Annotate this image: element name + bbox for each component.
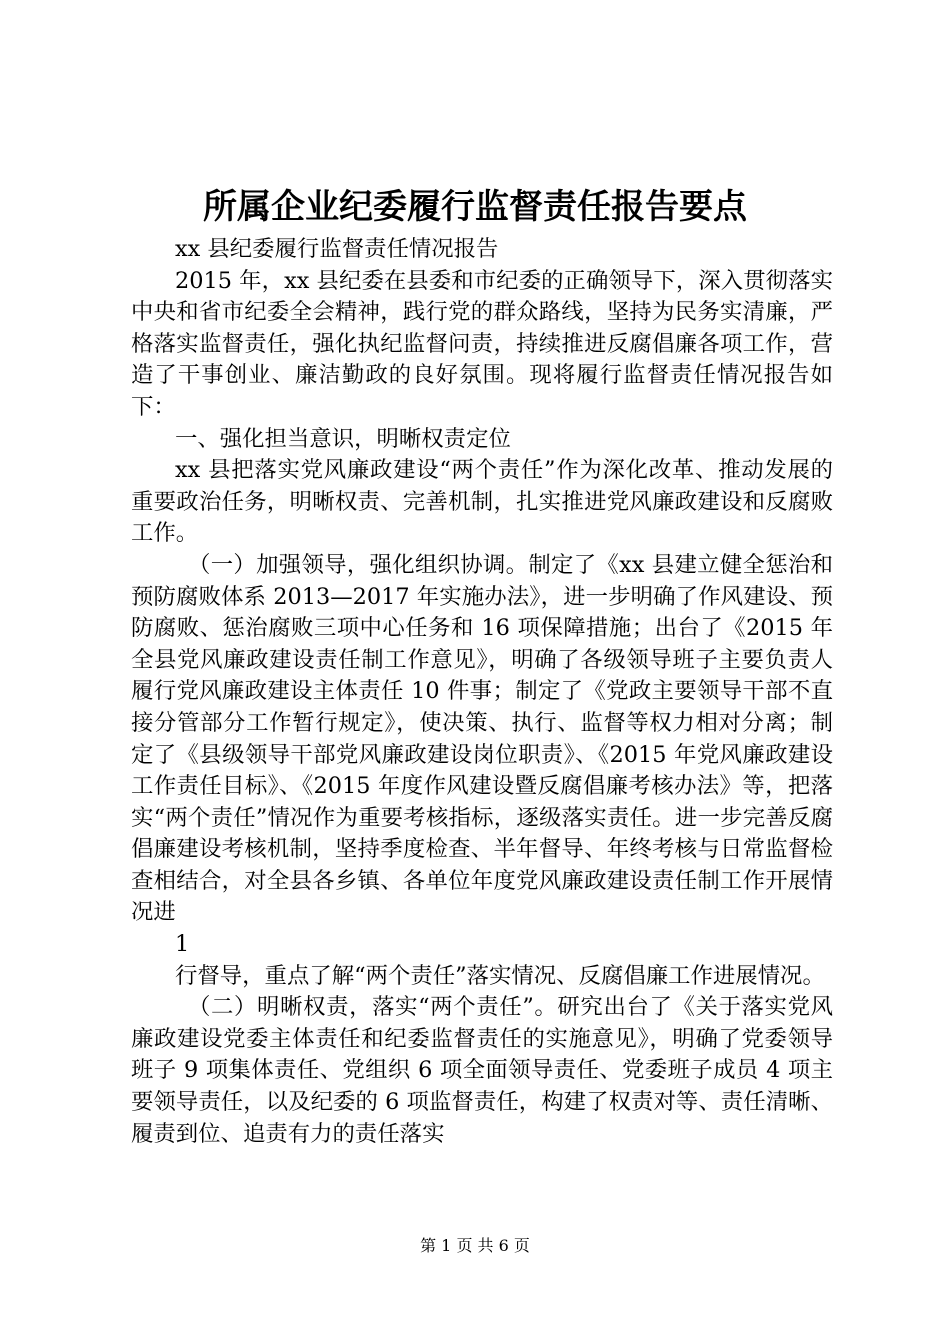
paragraph: （二）明晰权责，落实“两个责任”。研究出台了《关于落实党风廉政建设党委主体责任和纪委监督责任的实施意见》，明确了党委领导班子 9 项集体责任、党组织 6 项全面领导责任、党委班子成员 4 项主要领导责任，以及纪委的 6 项监督责任，构建了权责对等、责任清晰、履责到位、追责有力的责任落实 [131,994,833,1147]
paragraph: xx 县把落实党风廉政建设“两个责任”作为深化改革、推动发展的重要政治任务，明晰权责、完善机制，扎实推进党风廉政建设和反腐败工作。 [131,457,833,547]
section-heading: 一、强化担当意识，明晰权责定位 [175,425,511,452]
document-title: 所属企业纪委履行监督责任报告要点 [203,187,747,227]
page-footer: 第 1 页 共 6 页 [420,1236,530,1255]
document-body [131,234,833,1150]
paragraph: 行督导，重点了解“两个责任”落实情况、反腐倡廉工作进展情况。 [175,962,825,989]
paragraph: 2015 年，xx 县纪委在县委和市纪委的正确领导下，深入贯彻落实中央和省市纪委全会精神，践行党的群众路线，坚持为民务实清廉，严格落实监督责任，强化执纪监督问责，持续推进反腐倡廉各项工作，营造了干事创业、廉洁勤政的良好氛围。现将履行监督责任情况报告如下： [131,267,833,420]
paragraph: （一）加强领导，强化组织协调。制定了《xx 县建立健全惩治和预防腐败体系 2013—2017 年实施办法》，进一步明确了作风建设、预防腐败、惩治腐败三项中心任务和 16 项保障措施；出台了《2015 年全县党风廉政建设责任制工作意见》，明确了各级领导班子主要负责人履行党风廉政建设主体责任 10 件事；制定了《党政主要领导干部不直接分管部分工作暂行规定》，使决策、执行、监督等权力相对分离；制定了《县级领导干部党风廉政建设岗位职责》、《2015 年党风廉政建设工作责任目标》、《2015 年度作风建设暨反腐倡廉考核办法》等，把落实“两个责任”情况作为重要考核指标，逐级落实责任。进一步完善反腐倡廉建设考核机制，坚持季度检查、半年督导、年终考核与日常监督检查相结合，对全县各乡镇、各单位年度党风廉政建设责任制工作开展情况进 [131,551,833,926]
inline-page-number: 1 [175,931,190,958]
paragraph: xx 县纪委履行监督责任情况报告 [175,236,499,262]
